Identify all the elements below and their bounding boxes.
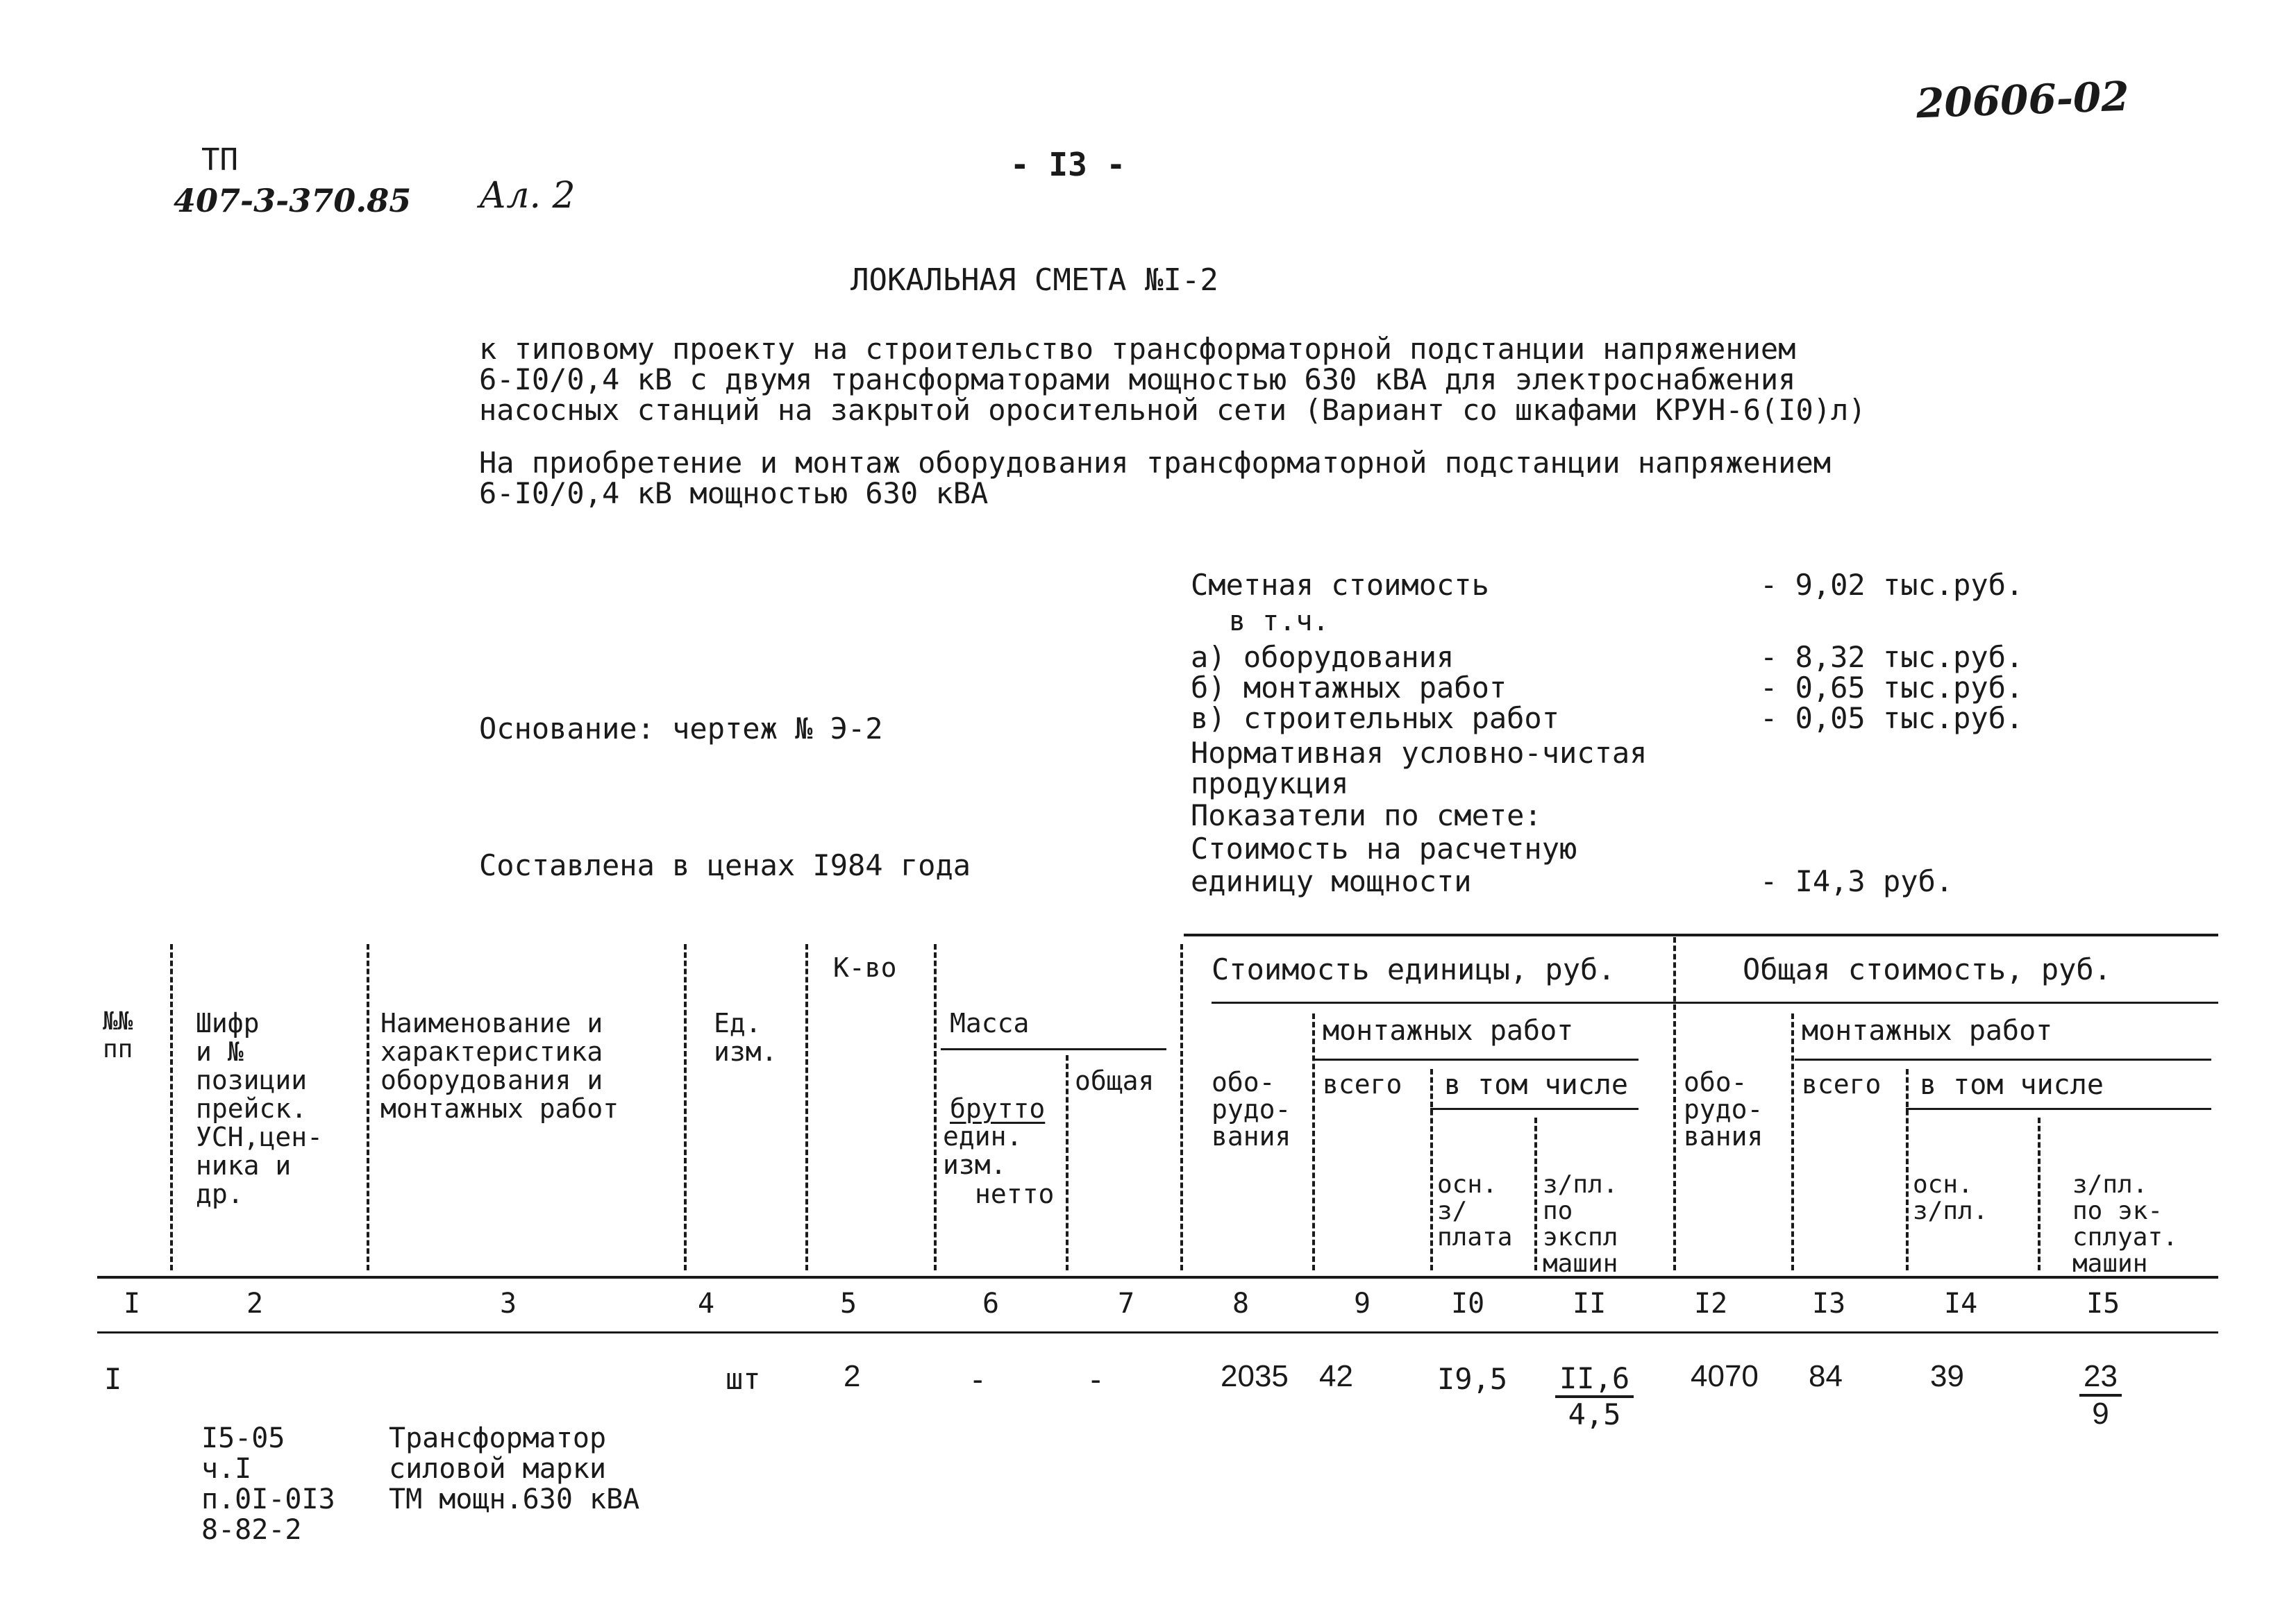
header-num: №№ пп bbox=[103, 1007, 133, 1063]
header-mass-total: общая bbox=[1075, 1066, 1155, 1096]
header-total-including: в том числе bbox=[1920, 1069, 2104, 1101]
column-number: 8 bbox=[1232, 1288, 1250, 1320]
header-bottom-rule bbox=[97, 1276, 2218, 1279]
page-number: - I3 - bbox=[1010, 146, 1126, 183]
column-number: I2 bbox=[1694, 1288, 1728, 1320]
summary-item-construction: в) строительных работ bbox=[1191, 701, 1560, 735]
col-divider bbox=[934, 944, 937, 1270]
col-divider bbox=[684, 944, 687, 1270]
summary-value-equipment: - 8,32 тыс.руб. bbox=[1760, 640, 2024, 674]
col-divider bbox=[1673, 937, 1676, 1270]
col-divider bbox=[1430, 1069, 1433, 1270]
row-code: I5-05 ч.I п.0I-0I3 8-82-2 bbox=[201, 1422, 335, 1546]
header-unit-equipment: обо- рудо- вания bbox=[1212, 1067, 1291, 1152]
basis-text: Основание: чертеж № Э-2 bbox=[479, 712, 883, 746]
document-title: ЛОКАЛЬНАЯ СМЕТА №I-2 bbox=[850, 262, 1218, 298]
column-number: 6 bbox=[982, 1288, 1000, 1320]
install-rule-right bbox=[1795, 1059, 2211, 1061]
col-divider bbox=[1534, 1118, 1537, 1270]
normative-line-1: Нормативная условно-чистая bbox=[1191, 736, 1648, 770]
album-number: Ал. 2 bbox=[479, 175, 576, 217]
column-number: II bbox=[1573, 1288, 1607, 1320]
col-divider bbox=[1906, 1069, 1909, 1270]
col-divider bbox=[1180, 944, 1183, 1270]
column-number: I4 bbox=[1944, 1288, 1978, 1320]
column-number: I0 bbox=[1451, 1288, 1485, 1320]
column-number: 2 bbox=[246, 1288, 264, 1320]
cost-group-rule bbox=[1212, 1002, 2218, 1004]
row-total-base-wage: 39 bbox=[1930, 1359, 1964, 1393]
col-divider bbox=[1066, 1055, 1069, 1270]
indicators-label: Показатели по смете: bbox=[1191, 798, 1542, 832]
estimated-cost-value: - 9,02 тыс.руб. bbox=[1760, 568, 2024, 602]
subtitle-line-1: к типовому проекту на строительство трансформаторной подстанции напряжением bbox=[479, 332, 1796, 366]
row-mass-total: - bbox=[1087, 1362, 1105, 1397]
col-divider bbox=[170, 944, 173, 1270]
column-number-rule bbox=[97, 1331, 2218, 1333]
unit-cost-line-1: Стоимость на расчетную bbox=[1191, 832, 1577, 866]
header-code: Шифр и № позиции прейск. УСН,цен- ника и др. bbox=[196, 1008, 324, 1209]
archive-number: 20606-02 bbox=[1915, 72, 2130, 128]
column-number: 5 bbox=[840, 1288, 857, 1320]
column-number: 4 bbox=[698, 1288, 715, 1320]
header-unit-including: в том числе bbox=[1444, 1069, 1628, 1101]
estimated-cost-label: Сметная стоимость bbox=[1191, 568, 1489, 602]
prices-text: Составлена в ценах I984 года bbox=[479, 848, 971, 882]
doc-code-line2: 407-3-370.85 bbox=[174, 182, 412, 219]
header-total-equipment: обо- рудо- вания bbox=[1684, 1067, 1763, 1152]
unit-cost-value: - I4,3 руб. bbox=[1760, 864, 1954, 898]
column-number: I bbox=[124, 1288, 141, 1320]
header-col11: з/пл. по экспл машин bbox=[1543, 1170, 1618, 1278]
header-unit: Ед. изм. bbox=[714, 1008, 778, 1067]
row-unit-install-total: 42 bbox=[1319, 1359, 1353, 1393]
summary-value-installation: - 0,65 тыс.руб. bbox=[1760, 671, 2024, 705]
header-unit-cost-group: Стоимость единицы, руб. bbox=[1212, 952, 1616, 986]
summary-item-installation: б) монтажных работ bbox=[1191, 671, 1507, 705]
table-top-rule bbox=[1184, 934, 2218, 936]
header-total-installation: монтажных работ bbox=[1802, 1015, 2053, 1047]
header-col15: з/пл. по эк- сплуат. машин bbox=[2072, 1170, 2178, 1278]
row-num: I bbox=[104, 1362, 122, 1396]
doc-code-line1: ТП bbox=[201, 142, 238, 178]
including-rule-right bbox=[1906, 1108, 2211, 1110]
col-divider bbox=[1791, 1013, 1794, 1270]
row-unit-machine-wage: $\frac{II,6}{4,5}$ bbox=[1555, 1362, 1634, 1431]
row-mass-unit: - bbox=[969, 1362, 987, 1397]
header-total-install-total: всего bbox=[1802, 1069, 1882, 1100]
unit-cost-line-2: единицу мощности bbox=[1191, 864, 1472, 898]
including-label: в т.ч. bbox=[1229, 605, 1330, 637]
row-unit-equipment: 2035 bbox=[1221, 1359, 1289, 1393]
header-total-cost-group: Общая стоимость, руб. bbox=[1743, 952, 2112, 986]
summary-item-equipment: а) оборудования bbox=[1191, 640, 1455, 674]
col-divider bbox=[805, 944, 808, 1270]
purpose-line-1: На приобретение и монтаж оборудования трансформаторной подстанции напряжением bbox=[479, 446, 1832, 480]
install-rule-left bbox=[1312, 1059, 1639, 1061]
column-number: 9 bbox=[1354, 1288, 1371, 1320]
column-number: I3 bbox=[1812, 1288, 1846, 1320]
col-divider bbox=[367, 944, 369, 1270]
col-divider bbox=[2038, 1118, 2041, 1270]
normative-line-2: продукция bbox=[1191, 766, 1349, 800]
header-mass-unit: един. изм. bbox=[943, 1121, 1023, 1180]
row-total-equipment: 4070 bbox=[1691, 1359, 1759, 1393]
column-number: 7 bbox=[1118, 1288, 1135, 1320]
row-name: Трансформатор силовой марки ТМ мощн.630 кВА bbox=[389, 1422, 640, 1515]
header-col14: осн. з/пл. bbox=[1913, 1170, 1988, 1225]
header-unit-installation: монтажных работ bbox=[1323, 1015, 1574, 1047]
row-unit: шт bbox=[726, 1362, 761, 1396]
header-col10: осн. з/ плата bbox=[1437, 1170, 1513, 1252]
col-divider bbox=[1312, 1013, 1315, 1270]
row-total-install: 84 bbox=[1809, 1359, 1843, 1393]
header-name: Наименование и характеристика оборудования и монтажных работ bbox=[380, 1008, 619, 1124]
row-total-machine-wage: $\frac{23}{9}$ bbox=[2079, 1359, 2122, 1431]
row-unit-base-wage: I9,5 bbox=[1437, 1362, 1508, 1396]
summary-value-construction: - 0,05 тыс.руб. bbox=[1760, 701, 2024, 735]
row-qty: 2 bbox=[844, 1359, 861, 1393]
subtitle-line-2: 6-I0/0,4 кВ с двумя трансформаторами мощностью 630 кВА для электроснабжения bbox=[479, 362, 1796, 396]
header-unit-install-total: всего bbox=[1323, 1069, 1402, 1100]
header-qty: К-во bbox=[833, 952, 897, 983]
header-mass: Масса брутто нетто bbox=[950, 1008, 1055, 1209]
column-number: I5 bbox=[2086, 1288, 2120, 1320]
including-rule-left bbox=[1430, 1108, 1639, 1110]
subtitle-line-3: насосных станций на закрытой оросительной сети (Вариант со шкафами КРУН-6(I0)л) bbox=[479, 393, 1866, 427]
purpose-line-2: 6-I0/0,4 кВ мощностью 630 кВА bbox=[479, 476, 989, 510]
column-number: 3 bbox=[500, 1288, 517, 1320]
